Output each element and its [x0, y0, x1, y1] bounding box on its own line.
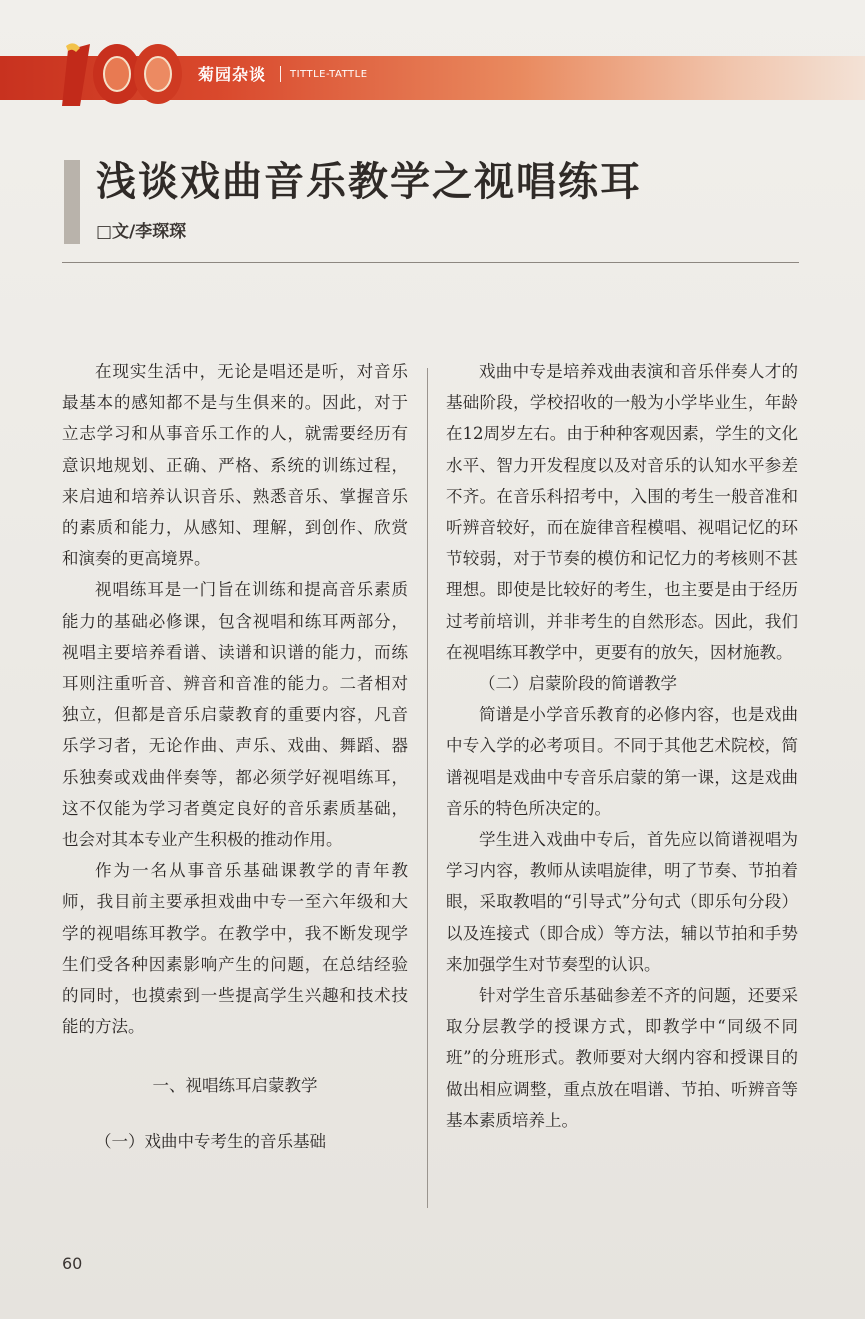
paragraph: 作为一名从事音乐基础课教学的青年教师，我目前主要承担戏曲中专一至六年级和大学的视唱练耳教学。在教学中，我不断发现学生们受各种因素影响产生的问题，在总结经验的同时，也摸索到一些提高学生兴趣和技术技能的方法。 — [62, 861, 408, 1037]
article-byline: □文/李琛琛 — [96, 222, 187, 242]
paragraph: 针对学生音乐基础参差不齐的问题，还要采取分层教学的授课方式，即教学中“同级不同班”的分班形式。教师要对大纲内容和授课目的做出相应调整，重点放在唱谱、节拍、听辨音等基本素质培养上。 — [446, 986, 798, 1130]
paragraph: 在现实生活中，无论是唱还是听，对音乐最基本的感知都不是与生俱来的。因此，对于立志学习和从事音乐工作的人，就需要经历有意识地规划、正确、严格、系统的训练过程，来启迪和培养认识音乐、熟悉音乐、掌握音乐的素质和能力，从感知、理解，到创作、欣赏和演奏的更高境界。 — [62, 362, 408, 569]
section-heading: 一、视唱练耳启蒙教学 — [152, 1076, 318, 1096]
left-column — [62, 356, 408, 1157]
title-accent-bar — [64, 160, 80, 244]
paragraph: 戏曲中专是培养戏曲表演和音乐伴奏人才的基础阶段，学校招收的一般为小学毕业生，年龄在12周岁左右。由于种种客观因素，学生的文化水平、智力开发程度以及对音乐的认知水平参差不齐。在音乐科招考中，入围的考生一般音准和听辨音较好，而在旋律音程模唱、视唱记忆的环节较弱，对于节奏的模仿和记忆力的考核则不甚理想。即使是比较好的考生，也主要是由于经历过考前培训，并非考生的自然形态。因此，我们在视唱练耳教学中，更要有的放矢，因材施教。 — [446, 362, 798, 662]
column-divider — [280, 66, 281, 82]
page-number: 60 — [62, 1254, 83, 1273]
article-title: 浅谈戏曲音乐教学之视唱练耳 — [96, 158, 642, 205]
party-100-emblem-icon — [60, 40, 185, 110]
paragraph: 学生进入戏曲中专后，首先应以简谱视唱为学习内容，教师从读唱旋律，明了节奏、节拍着眼，采取教唱的“引导式”分句式（即乐句分段）以及连接式（即合成）等方法，辅以节拍和手势来加强学生对节奏型的认识。 — [446, 830, 798, 974]
subsection-heading: （一）戏曲中专考生的音乐基础 — [95, 1131, 326, 1151]
right-column — [446, 356, 798, 1136]
centenary-100-logo — [60, 40, 185, 110]
paragraph: 视唱练耳是一门旨在训练和提高音乐素质能力的基础必修课，包含视唱和练耳两部分，视唱主要培养看谱、读谱和识谱的能力，而练耳则注重听音、辨音和音准的能力。二者相对独立，但都是音乐启蒙教育的重要内容，凡音乐学习者，无论作曲、声乐、戏曲、舞蹈、器乐独奏或戏曲伴奏等，都必须学好视唱练耳，这不仅能为学习者奠定良好的音乐素质基础，也会对其本专业产生积极的推动作用。 — [62, 580, 408, 850]
paragraph: 简谱是小学音乐教育的必修内容，也是戏曲中专入学的必考项目。不同于其他艺术院校，简谱视唱是戏曲中专音乐启蒙的第一课，这是戏曲音乐的特色所决定的。 — [446, 705, 798, 818]
column-name-english: TITTLE-TATTLE — [290, 69, 368, 80]
subsection-heading: （二）启蒙阶段的简谱教学 — [479, 674, 677, 694]
column-divider-line — [427, 368, 428, 1208]
column-name: 菊园杂谈 — [198, 65, 267, 84]
title-rule — [62, 262, 799, 263]
